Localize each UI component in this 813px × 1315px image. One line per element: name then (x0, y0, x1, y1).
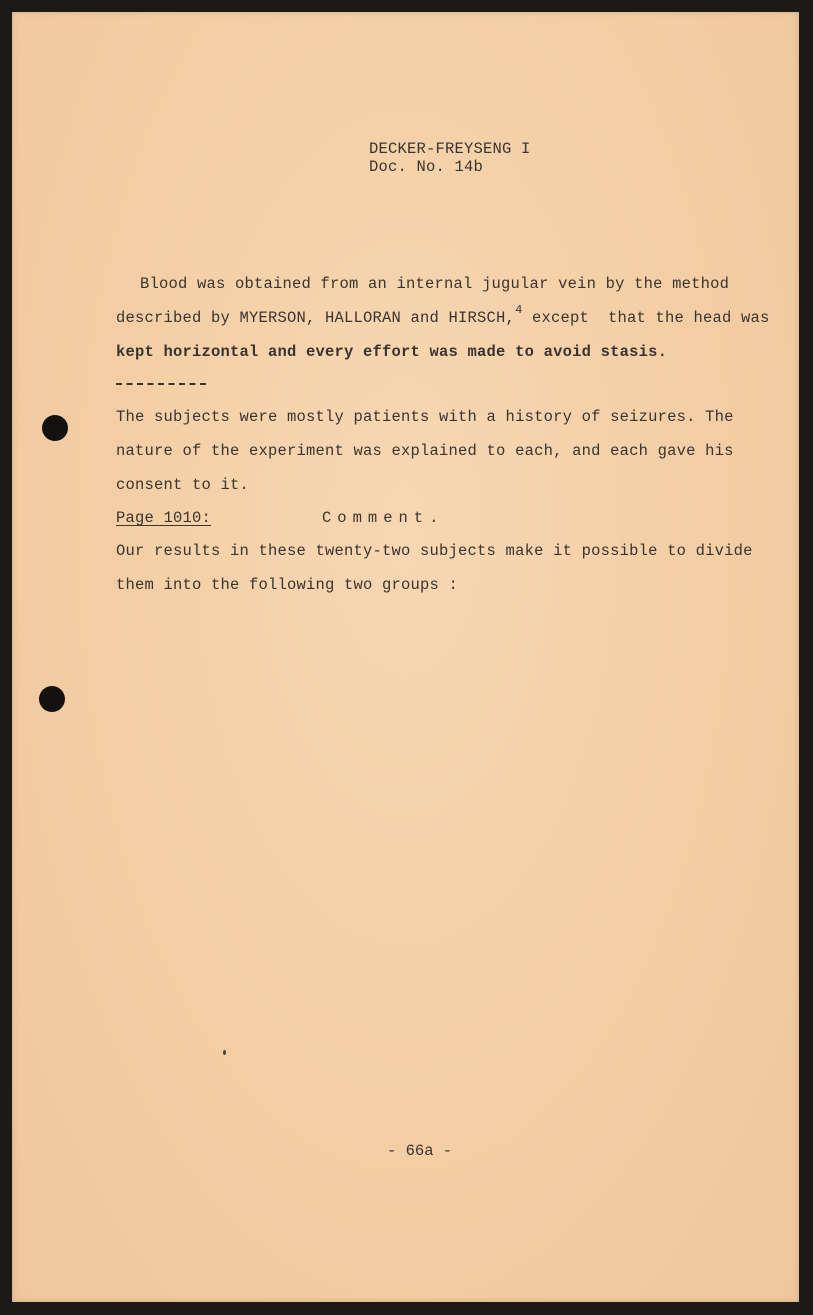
ink-speck (223, 1050, 226, 1055)
case-title: DECKER-FREYSENG I (369, 140, 531, 158)
document-page (12, 12, 799, 1302)
paragraph-1-line-1: Blood was obtained from an internal jugular vein by the method (140, 275, 730, 293)
punch-hole-lower (39, 686, 65, 712)
doc-number: Doc. No. 14b (369, 158, 484, 176)
paragraph-2-line-1: The subjects were mostly patients with a history of seizures. The (116, 408, 734, 426)
comment-heading: Comment. (322, 509, 445, 527)
paragraph-1-line-3: kept horizontal and every effort was made to avoid stasis. (116, 343, 668, 361)
divider-rule (116, 383, 206, 385)
punch-hole-upper (42, 415, 68, 441)
paragraph-1-line-2 (116, 303, 770, 327)
paragraph-2-line-3: consent to it. (116, 476, 250, 494)
page-reference: Page 1010: (116, 509, 212, 527)
paragraph-3-line-2: them into the following two groups : (116, 576, 459, 594)
page-number: - 66a - (387, 1142, 453, 1160)
paragraph-3-line-1: Our results in these twenty-two subjects make it possible to divide (116, 542, 753, 560)
paragraph-1-line-2-text: described by MYERSON, HALLORAN and HIRSCH, (116, 309, 516, 327)
paragraph-2-line-2: nature of the experiment was explained to each, and each gave his (116, 442, 734, 460)
footnote-marker: 4 (515, 303, 523, 317)
paragraph-1-line-2-rest: except that the head was (522, 309, 770, 327)
